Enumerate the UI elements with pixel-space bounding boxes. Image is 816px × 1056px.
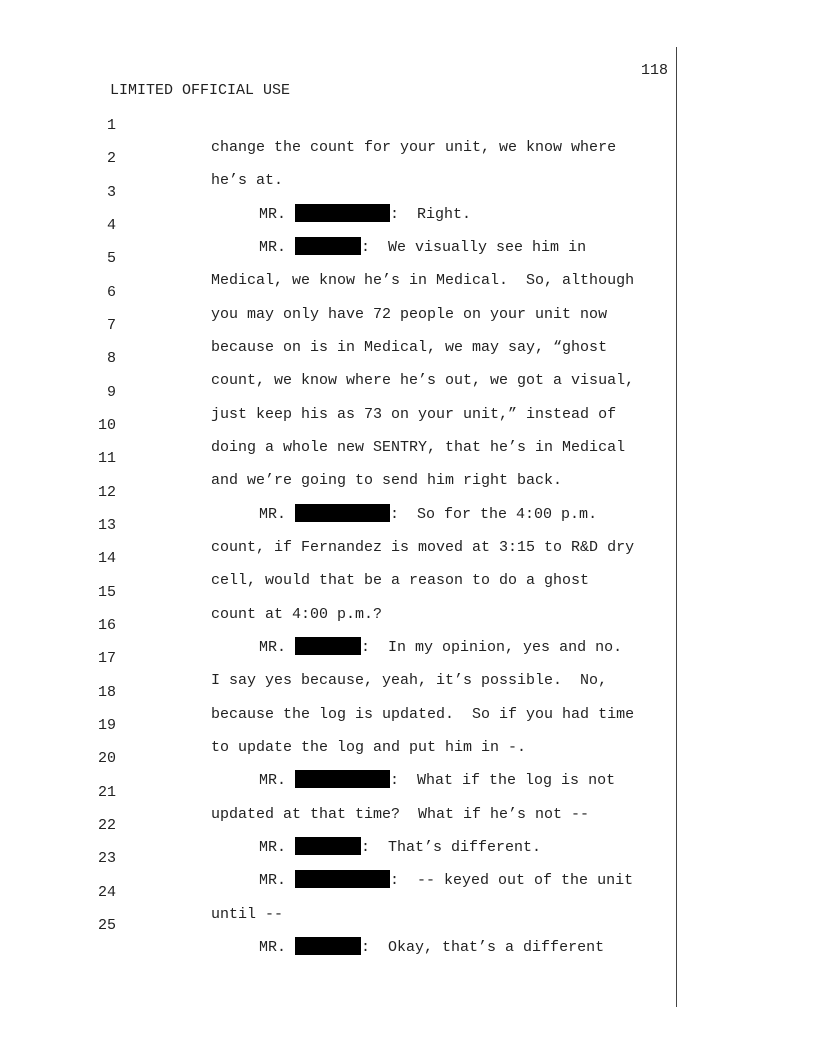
speaker-prefix: MR. — [259, 206, 287, 223]
line-number: 7 — [106, 317, 116, 334]
line-text: doing a whole new SENTRY, that he’s in Medical — [211, 439, 626, 456]
transcript-line — [0, 893, 676, 956]
line-number: 25 — [97, 917, 116, 934]
speaker-line — [259, 937, 604, 959]
line-number: 15 — [97, 584, 116, 601]
transcript-line — [0, 860, 676, 923]
line-text: he’s at. — [211, 172, 284, 189]
line-text: because the log is updated. So if you had time — [211, 706, 635, 723]
speaker-prefix: MR. — [259, 839, 287, 856]
transcript-line — [0, 826, 676, 889]
speaker-prefix: MR. — [259, 939, 287, 956]
page-header — [92, 61, 668, 99]
speaker-prefix: MR. — [259, 772, 287, 789]
transcript-line — [0, 460, 676, 523]
line-number: 8 — [106, 350, 116, 367]
line-text: updated at that time? What if he’s not -- — [211, 806, 590, 823]
transcript-line — [0, 360, 676, 423]
transcript-line — [0, 160, 676, 223]
line-number: 17 — [97, 650, 116, 667]
transcript-line — [0, 526, 676, 589]
line-text: cell, would that be a reason to do a ghost — [211, 572, 590, 589]
redaction-box — [295, 937, 361, 955]
transcript-line — [0, 493, 676, 556]
line-text: because on is in Medical, we may say, “ghost — [211, 339, 608, 356]
line-text: Medical, we know he’s in Medical. So, although — [211, 272, 635, 289]
transcript-line — [0, 426, 676, 489]
line-number: 10 — [97, 417, 116, 434]
line-number: 12 — [97, 484, 116, 501]
line-number: 3 — [106, 184, 116, 201]
line-text: : -- keyed out of the unit — [390, 872, 634, 889]
line-number: 2 — [106, 150, 116, 167]
line-number: 4 — [106, 217, 116, 234]
line-number: 16 — [97, 617, 116, 634]
speaker-prefix: MR. — [259, 872, 287, 889]
speaker-prefix: MR. — [259, 639, 287, 656]
line-text: : Okay, that’s a different — [361, 939, 605, 956]
line-text: to update the log and put him in -. — [211, 739, 527, 756]
transcript-line — [0, 560, 676, 623]
line-number: 1 — [106, 117, 116, 134]
transcript-line — [0, 693, 676, 756]
line-text: count, we know where he’s out, we got a visual, — [211, 372, 635, 389]
transcript-line — [0, 726, 676, 789]
transcript-line — [0, 593, 676, 656]
line-number: 18 — [97, 684, 116, 701]
line-text: count at 4:00 p.m.? — [211, 606, 383, 623]
line-number: 23 — [97, 850, 116, 867]
transcript-line — [0, 626, 676, 689]
transcript-line — [0, 193, 676, 256]
line-text: : We visually see him in — [361, 239, 587, 256]
line-number: 11 — [97, 450, 116, 467]
line-number: 13 — [97, 517, 116, 534]
transcript-line — [0, 293, 676, 356]
line-number: 20 — [97, 750, 116, 767]
speaker-prefix: MR. — [259, 239, 287, 256]
line-text: : What if the log is not — [390, 772, 616, 789]
transcript-line — [0, 93, 676, 156]
line-text: you may only have 72 people on your unit now — [211, 306, 608, 323]
line-text: just keep his as 73 on your unit,” instead of — [211, 406, 617, 423]
transcript-line — [0, 126, 676, 189]
transcript-line — [0, 393, 676, 456]
transcript-line — [0, 760, 676, 823]
transcript-line — [0, 660, 676, 723]
line-number: 19 — [97, 717, 116, 734]
line-text: : That’s different. — [361, 839, 542, 856]
line-number: 24 — [97, 884, 116, 901]
line-number: 9 — [106, 384, 116, 401]
line-text: : So for the 4:00 p.m. — [390, 506, 598, 523]
line-number: 22 — [97, 817, 116, 834]
line-text: change the count for your unit, we know where — [211, 139, 617, 156]
line-number: 14 — [97, 550, 116, 567]
classification-label: LIMITED OFFICIAL USE — [110, 82, 291, 99]
line-text: : In my opinion, yes and no. — [361, 639, 623, 656]
transcript-line — [0, 226, 676, 289]
line-text: I say yes because, yeah, it’s possible. No, — [211, 672, 608, 689]
line-text: count, if Fernandez is moved at 3:15 to R&D dry — [211, 539, 635, 556]
line-text: until -- — [211, 906, 284, 923]
transcript-line — [0, 260, 676, 323]
line-text: : Right. — [390, 206, 472, 223]
transcript-line — [0, 326, 676, 389]
line-number: 6 — [106, 284, 116, 301]
page-number: 118 — [640, 62, 668, 79]
line-text: and we’re going to send him right back. — [211, 472, 563, 489]
speaker-prefix: MR. — [259, 506, 287, 523]
line-number: 5 — [106, 250, 116, 267]
transcript-line — [0, 793, 676, 856]
line-number: 21 — [97, 784, 116, 801]
right-margin-rule — [676, 47, 677, 1007]
